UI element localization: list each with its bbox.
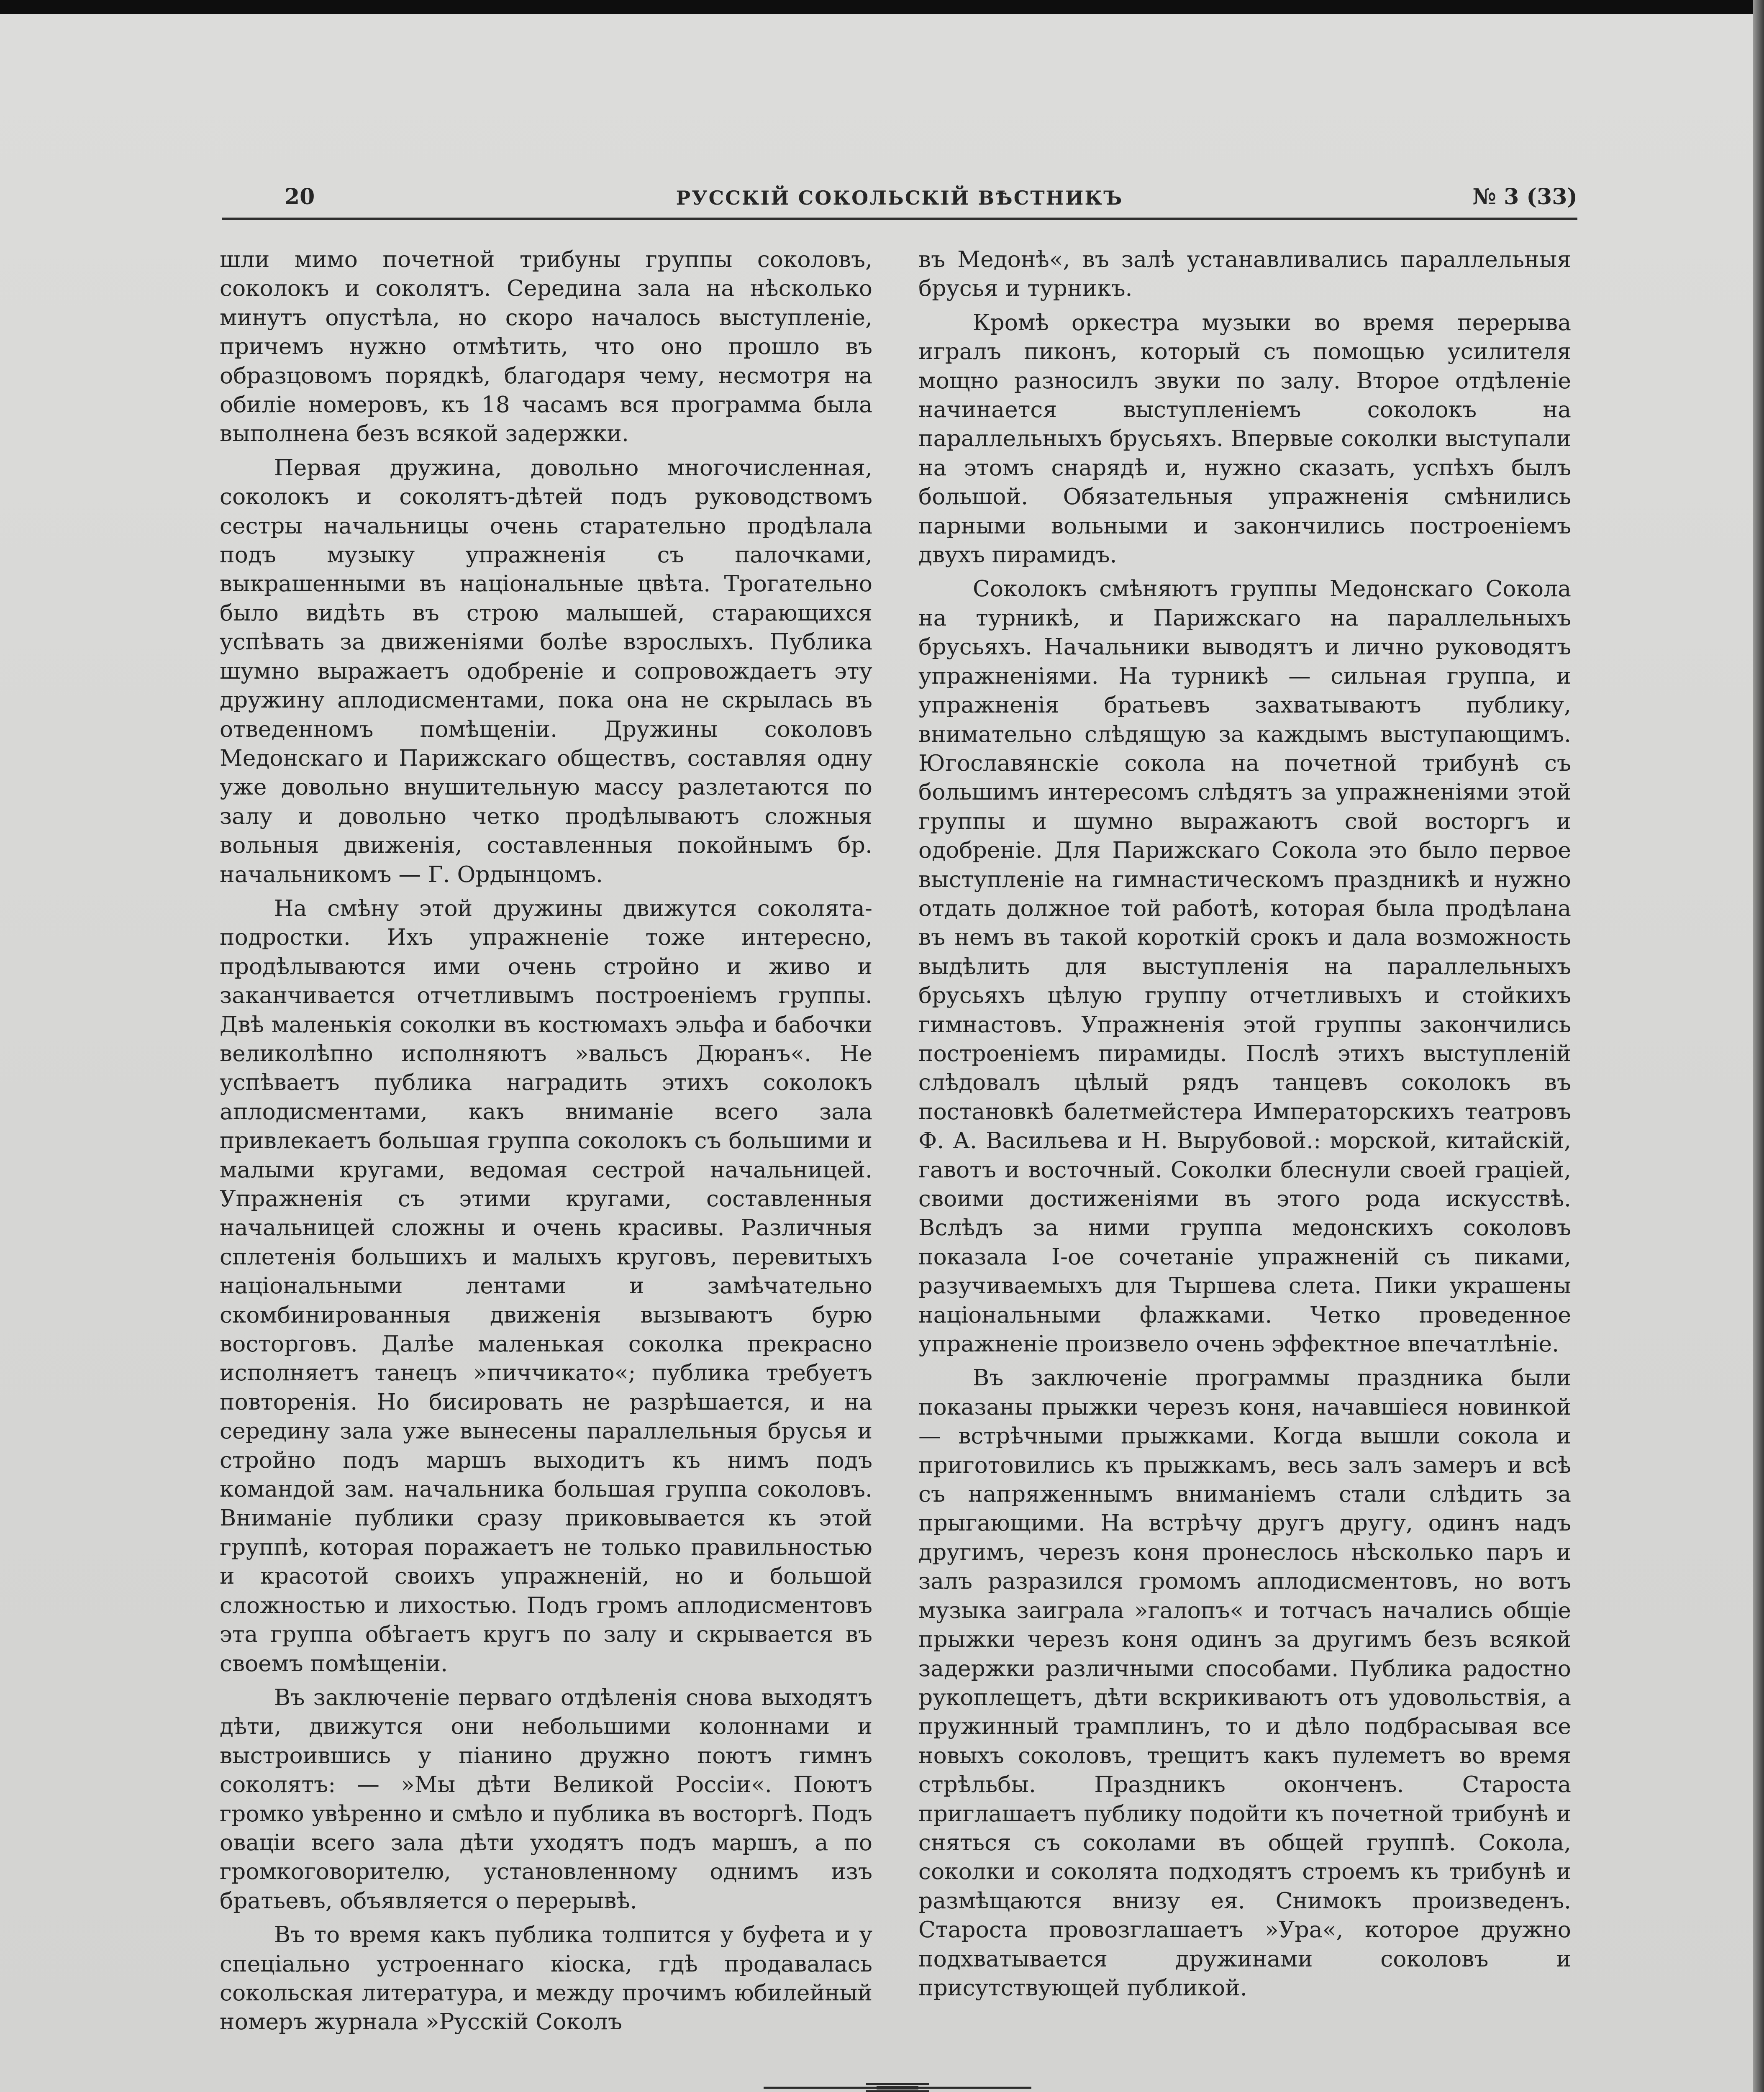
paragraph: шли мимо почетной трибуны группы соколовъ, соколокъ и соколятъ. Середина зала на нѣсколько минутъ опустѣла, но скоро началось выступленіе, причемъ нужно отмѣтить, что оно прошло въ образцовомъ порядкѣ, благодаря чему, несмотря на обиліе номеровъ, къ 18 часамъ вся программа была выполнена безъ всякой задержки.: [220, 246, 872, 447]
scan-right-edge: [1753, 0, 1764, 2092]
end-ornament: [764, 2075, 1031, 2092]
paragraph: Кромѣ оркестра музыки во время перерыва игралъ пиконъ, который съ помощью усилителя мощно разносилъ звуки по залу. Второе отдѣленіе начинается выступленіемъ соколокъ на параллельныхъ брусьяхъ. Впервые соколки выступали на этомъ снарядѣ и, нужно сказать, успѣхъ былъ большой. Обязательныя упражненія смѣнились парными вольными и закончились построеніемъ двухъ пирамидъ.: [918, 309, 1571, 568]
left-column: [220, 245, 872, 2041]
paragraph: Въ заключеніе перваго отдѣленія снова выходятъ дѣти, движутся они небольшими колоннами и выстроившись у піанино дружно поютъ гимнъ соколятъ: — »Мы дѣти Великой Россіи«. Поютъ громко увѣренно и смѣло и публика въ восторгѣ. Подъ оваціи всего зала дѣти уходятъ подъ маршъ, а по громкоговорителю, установленному однимъ изъ братьевъ, объявляется о перерывѣ.: [220, 1684, 872, 1914]
paragraph: Въ заключеніе программы праздника были показаны прыжки черезъ коня, начавшіеся новинкой — встрѣчными прыжками. Когда вышли сокола и приготовились къ прыжкамъ, весь залъ замеръ и всѣ съ напряженнымъ вниманіемъ стали слѣдить за прыгающими. На встрѣчу другъ другу, одинъ надъ другимъ, черезъ коня пронеслось нѣсколько паръ и залъ разразился громомъ аплодисментовъ, но вотъ музыка заиграла »галопъ« и тотчасъ начались общіе прыжки черезъ коня одинъ за другимъ безъ всякой задержки различными способами. Публика радостно рукоплещетъ, дѣти вскрикиваютъ отъ удовольствія, а пружинный трамплинъ, то и дѣло подбрасывая все новыхъ соколовъ, трещитъ какъ пулеметъ во время стрѣльбы. Праздникъ оконченъ. Староста приглашаетъ публику подойти къ почетной трибунѣ и сняться съ соколами въ общей группѣ. Сокола, соколки и соколята подходятъ строемъ къ трибунѣ и размѣщаются внизу ея. Снимокъ произведенъ. Староста провозглашаетъ »Ура«, которое дружно подхватывается дружинами соколовъ и присутствующей публикой.: [918, 1364, 1571, 2001]
paragraph: въ Медонѣ«, въ залѣ устанавливались параллельныя брусья и турникъ.: [918, 246, 1571, 302]
scan-top-edge: [0, 0, 1764, 14]
journal-title: РУССКІЙ СОКОЛЬСКІЙ ВѢСТНИКЪ: [676, 187, 1123, 209]
issue-number: № 3 (33): [1472, 184, 1577, 210]
running-header: [222, 181, 1577, 218]
paragraph: Первая дружина, довольно многочисленная, соколокъ и соколятъ-дѣтей подъ руководствомъ сестры начальницы очень старательно продѣлала подъ музыку упражненія съ палочками, выкрашенными въ національные цвѣта. Трогательно было видѣть въ строю малышей, старающихся успѣвать за движеніями болѣе взрослыхъ. Публика шумно выражаетъ одобреніе и сопровождаетъ эту дружину аплодисментами, пока она не скрылась въ отведенномъ помѣщеніи. Дружины соколовъ Медонскаго и Парижскаго обществъ, составляя одну уже довольно внушительную массу разлетаются по залу и довольно четко продѣлываютъ сложныя вольныя движенія, составленныя покойнымъ бр. начальникомъ — Г. Ордынцомъ.: [220, 454, 872, 887]
right-column: [918, 245, 1571, 2007]
header-rule: [222, 218, 1577, 220]
page-number: 20: [285, 184, 315, 210]
paragraph: Соколокъ смѣняютъ группы Медонскаго Сокола на турникѣ, и Парижскаго на параллельныхъ брусьяхъ. Начальники выводятъ и лично руководятъ упражненіями. На турникѣ — сильная группа, и упражненія братьевъ захватываютъ публику, внимательно слѣдящую за каждымъ выступающимъ. Югославянскіе сокола на почетной трибунѣ съ большимъ интересомъ слѣдятъ за упражненіями этой группы и шумно выражаютъ свой восторгъ и одобреніе. Для Парижскаго Сокола это было первое выступленіе на гимнастическомъ праздникѣ и нужно отдать должное той работѣ, которая была продѣлана въ немъ въ такой короткій срокъ и дала возможность выдѣлить для выступленія на параллельныхъ брусьяхъ цѣлую группу отчетливыхъ и стойкихъ гимнастовъ. Упражненія этой группы закончились построеніемъ пирамиды. Послѣ этихъ выступленій слѣдовалъ цѣлый рядъ танцевъ соколокъ въ постановкѣ балетмейстера Императорскихъ театровъ Ф. А. Васильева и Н. Вырубовой.: морской, китайскій, гавотъ и восточный. Соколки блеснули своей граціей, своими достиженіями въ этого рода искусствѣ. Вслѣдъ за ними группа медонскихъ соколовъ показала І-ое сочетаніе упражненій съ пиками, разучиваемыхъ для Тыршева слета. Пики украшены національными флажками. Четко проведенное упражненіе произвело очень эффектное впечатлѣніе.: [918, 575, 1571, 1357]
paragraph: На смѣну этой дружины движутся соколята-подростки. Ихъ упражненіе тоже интересно, продѣлываются ими очень стройно и живо и заканчивается отчетливымъ построеніемъ группы. Двѣ маленькія соколки въ костюмахъ эльфа и бабочки великолѣпно исполняютъ »вальсъ Дюранъ«. Не успѣваетъ публика наградить этихъ соколокъ аплодисментами, какъ вниманіе всего зала привлекаетъ большая группа соколокъ съ большими и малыми кругами, ведомая сестрой начальницей. Упражненія съ этими кругами, составленныя начальницей сложны и очень красивы. Различныя сплетенія большихъ и малыхъ круговъ, перевитыхъ національными лентами и замѣчательно скомбинированныя движенія вызываютъ бурю восторговъ. Далѣе маленькая соколка прекрасно исполняетъ танецъ »пиччикато«; публика требуетъ повторенія. Но бисировать не разрѣшается, и на середину зала уже вынесены параллельныя брусья и стройно подъ маршъ выходитъ къ нимъ подъ командой зам. начальника большая группа соколовъ. Вниманіе публики сразу приковывается къ этой группѣ, которая поражаетъ не только правильностью и красотой своихъ упражненій, но и большой сложностью и лихостью. Подъ громъ аплодисментовъ эта группа обѣгаетъ кругъ по залу и скрывается въ своемъ помѣщеніи.: [220, 895, 872, 1677]
paragraph: Въ то время какъ публика толпится у буфета и у спеціально устроеннаго кіоска, гдѣ продавалась сокольская литература, и между прочимъ юбилейный номеръ журнала »Русскій Соколъ: [220, 1921, 872, 2035]
